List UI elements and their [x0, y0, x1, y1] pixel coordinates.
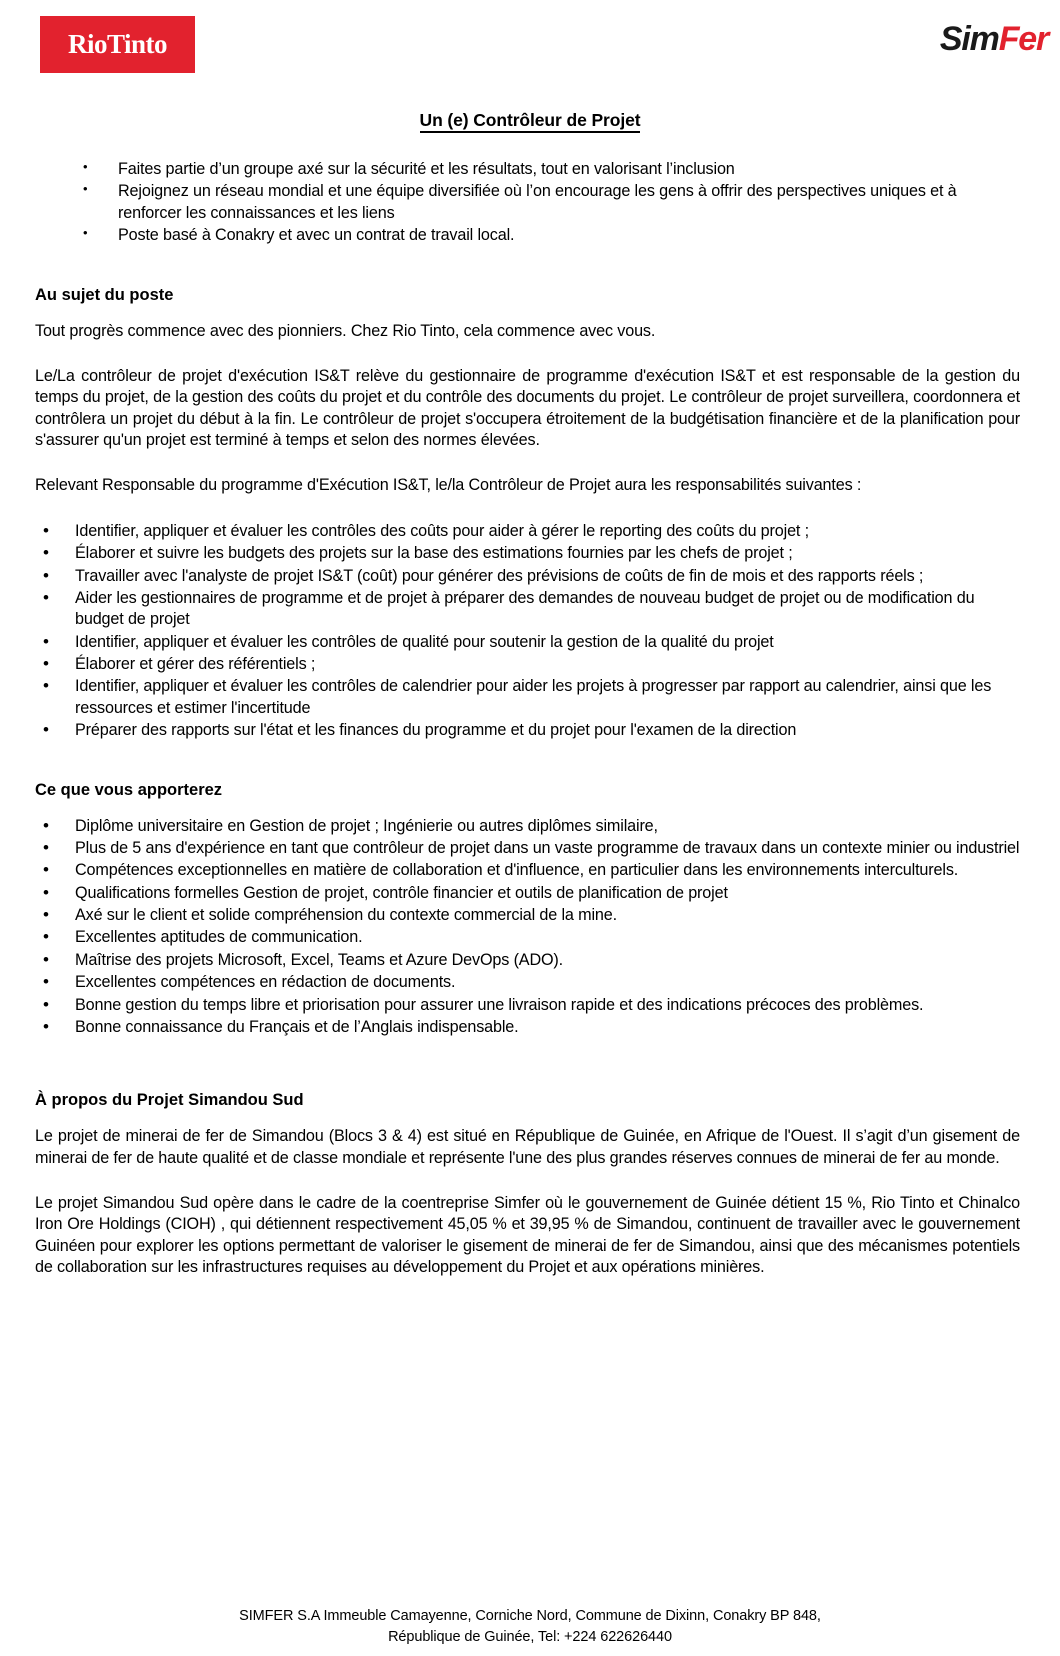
responsibility-text: Préparer des rapports sur l'état et les finances du programme et du projet pour l'examen de la direction: [75, 721, 797, 740]
requirement-text: Plus de 5 ans d'expérience en tant que contrôleur de projet dans un vaste programme de travaux dans un contexte minier ou industriel: [75, 838, 1020, 857]
intro-bullet-text: Faites partie d’un groupe axé sur la sécurité et les résultats, tout en valorisant l’inclusion: [118, 160, 735, 178]
requirement-text: Qualifications formelles Gestion de projet, contrôle financier et outils de planification de projet: [75, 883, 728, 902]
list-item: [35, 632, 1020, 653]
intro-bullet-text: Poste basé à Conakry et avec un contrat de travail local.: [118, 226, 515, 245]
section-heading-about-project: À propos du Projet Simandou Sud: [35, 1091, 304, 1110]
requirement-text: Excellentes compétences en rédaction de documents.: [75, 973, 456, 992]
footer-address-line-2: République de Guinée, Tel: +224 622626440: [388, 1628, 672, 1645]
requirement-text: Excellentes aptitudes de communication.: [75, 928, 363, 947]
list-item: [35, 927, 1020, 948]
spacer: [35, 356, 1020, 366]
paragraph-about-project-1: Le projet de minerai de fer de Simandou (Blocs 3 & 4) est situé en République de Guinée, en Afrique de l'Ouest. Il s’agit d’un gisement de minerai de fer de haute qualité et de classe mondiale et représente l'une des plus grandes réserves connues de minerai de fer au monde.: [35, 1127, 1020, 1167]
spacer: [35, 743, 1020, 763]
paragraph-about-role-1: Tout progrès commence avec des pionniers. Chez Rio Tinto, cela commence avec vous.: [35, 321, 656, 340]
list-item: [35, 654, 1020, 675]
intro-bullet-text: Rejoignez un réseau mondial et une équipe diversifiée où l’on encourage les gens à offrir des perspectives uniques et à renforcer les connaissances et les liens: [118, 182, 957, 222]
what-you-bring-list: [35, 816, 1020, 1039]
list-item: [35, 588, 1020, 631]
list-item: [35, 543, 1020, 564]
spacer: [35, 1183, 1020, 1193]
page-title-text: Un (e) Contrôleur de Projet: [420, 110, 641, 133]
list-item: [35, 566, 1020, 587]
list-item: [35, 972, 1020, 993]
list-item: [35, 159, 1020, 180]
list-item: [35, 225, 1020, 246]
document-footer: [0, 1606, 1060, 1648]
page-title: [0, 110, 1060, 131]
list-item: [35, 950, 1020, 971]
responsibilities-list: [35, 521, 1020, 742]
riotinto-logo: [40, 16, 195, 73]
paragraph-about-role-2: Le/La contrôleur de projet d'exécution IS&T relève du gestionnaire de programme d'exécution IS&T et est responsable de la gestion du temps du projet, de la gestion des coûts du projet et du contrôle des documents du projet. Le contrôleur de projet surveillera, coordonnera et contrôlera un projet du début à la fin. Le contrôleur de projet s'occupera étroitement de la budgétisation financière et de la planification pour s'assurer qu'un projet est terminé à temps et selon des normes élevées.: [35, 366, 1020, 449]
list-item: [35, 521, 1020, 542]
spacer: [35, 511, 1020, 521]
list-item: [35, 838, 1020, 859]
list-item: [35, 1017, 1020, 1038]
section-heading-what-you-bring: Ce que vous apporterez: [35, 780, 223, 799]
footer-address-line-1: SIMFER S.A Immeuble Camayenne, Corniche Nord, Commune de Dixinn, Conakry BP 848,: [239, 1607, 821, 1624]
requirement-text: Maîtrise des projets Microsoft, Excel, Teams et Azure DevOps (ADO).: [75, 950, 564, 969]
document-header: [0, 0, 1060, 92]
requirement-text: Compétences exceptionnelles en matière de collaboration et d'influence, en particulier dans les environnements interculturels.: [75, 861, 959, 880]
paragraph-about-project-2: Le projet Simandou Sud opère dans le cadre de la coentreprise Simfer où le gouvernement de Guinée détient 15 %, Rio Tinto et Chinalco Iron Ore Holdings (CIOH) , qui détiennent respectivement 45,05 % et 39,95 % de Simandou, continuent de travailler avec le gouvernement Guinéen pour explorer les options permettant de valoriser le gisement de minerai de fer de Simandou, ainsi que des mécanismes potentiels de collaboration sur les infrastructures requises au développement du Projet et aux opérations minières.: [35, 1194, 1020, 1277]
list-item: [35, 816, 1020, 837]
paragraph-about-role-3: Relevant Responsable du programme d'Exécution IS&T, le/la Contrôleur de Projet aura les responsabilités suivantes :: [35, 476, 862, 495]
responsibility-text: Aider les gestionnaires de programme et de projet à préparer des demandes de nouveau budget de projet ou de modification du budget de projet: [75, 588, 975, 629]
spacer: [35, 248, 1020, 268]
responsibility-text: Identifier, appliquer et évaluer les contrôles des coûts pour aider à gérer le reporting des coûts du projet ;: [75, 521, 809, 540]
document-content: [35, 145, 1020, 1293]
responsibility-text: Identifier, appliquer et évaluer les contrôles de qualité pour soutenir la gestion de la qualité du projet: [75, 632, 774, 651]
list-item: [35, 995, 1020, 1016]
spacer: [35, 1039, 1020, 1073]
intro-bullet-list: [35, 159, 1020, 247]
list-item: [35, 883, 1020, 904]
responsibility-text: Travailler avec l'analyste de projet IS&T (coût) pour générer des prévisions de coûts de fin de mois et des rapports réels ;: [75, 566, 924, 585]
simfer-logo-fer: Fer: [998, 20, 1048, 58]
responsibility-text: Élaborer et suivre les budgets des projets sur la base des estimations fournies par les chefs de projet ;: [75, 544, 793, 563]
simfer-logo: [940, 22, 1048, 56]
requirement-text: Diplôme universitaire en Gestion de projet ; Ingénierie ou autres diplômes similaire,: [75, 816, 658, 835]
list-item: [35, 676, 1020, 719]
riotinto-logo-text: RioTinto: [67, 29, 168, 59]
list-item: [35, 860, 1020, 881]
responsibility-text: Élaborer et gérer des référentiels ;: [75, 655, 316, 673]
spacer: [35, 465, 1020, 475]
simfer-logo-sim: Sim: [939, 20, 999, 58]
list-item: [35, 720, 1020, 741]
list-item: [35, 905, 1020, 926]
list-item: [35, 181, 1020, 224]
responsibility-text: Identifier, appliquer et évaluer les contrôles de calendrier pour aider les projets à progresser par rapport au calendrier, ainsi que les ressources et estimer l'incertitude: [75, 677, 992, 717]
requirement-text: Axé sur le client et solide compréhension du contexte commercial de la mine.: [75, 906, 617, 924]
requirement-text: Bonne gestion du temps libre et priorisation pour assurer une livraison rapide et des indications précoces des problèmes.: [75, 995, 924, 1014]
section-heading-about-role: Au sujet du poste: [35, 285, 174, 304]
requirement-text: Bonne connaissance du Français et de l’Anglais indispensable.: [75, 1017, 519, 1036]
